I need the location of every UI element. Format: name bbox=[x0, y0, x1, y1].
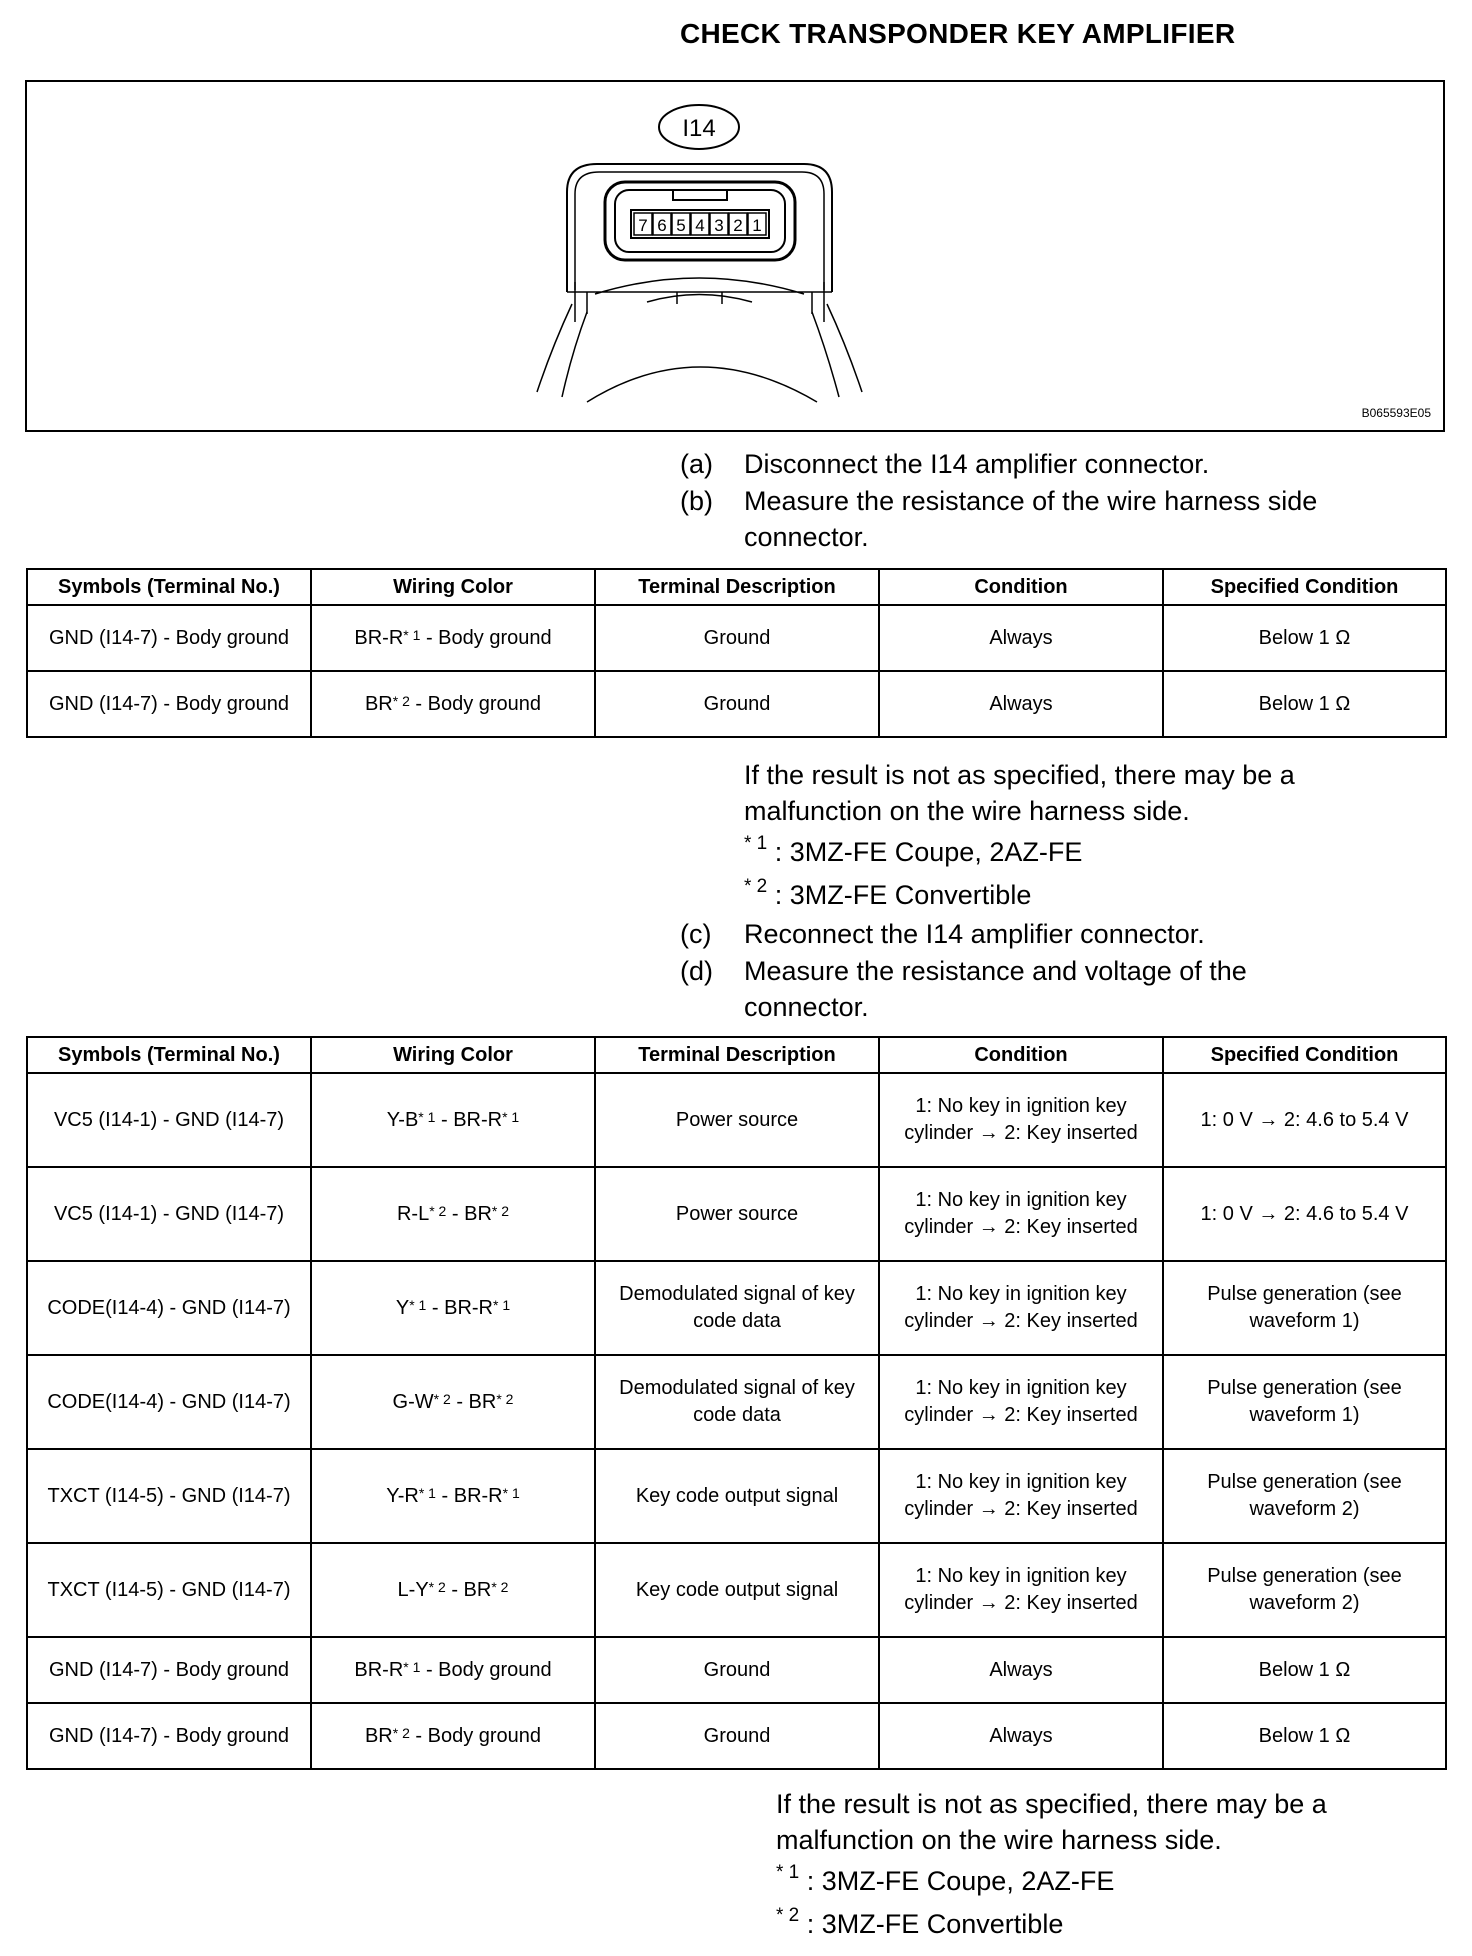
table-row bbox=[27, 1703, 1446, 1769]
condition-cell: 1: No key in ignition key cylinder → 2: Key inserted bbox=[879, 1167, 1163, 1261]
specified-cell: Below 1 Ω bbox=[1163, 671, 1446, 737]
pin-number: 3 bbox=[714, 216, 724, 235]
step-d bbox=[680, 953, 1420, 1025]
description-cell: Demodulated signal of key code data bbox=[595, 1355, 879, 1449]
connector-diagram bbox=[27, 82, 1443, 430]
figure-id: B065593E05 bbox=[1361, 406, 1431, 420]
wire-color: - Body ground bbox=[420, 1658, 552, 1681]
step-text-line1: Measure the resistance of the wire harness side bbox=[744, 486, 1318, 516]
footnote-mark: * 1 bbox=[744, 833, 768, 854]
specified-cell: 1: 0 V → 2: 4.6 to 5.4 V bbox=[1163, 1167, 1446, 1261]
pin-number: 6 bbox=[657, 216, 667, 235]
footnote-mark: * 2 bbox=[392, 692, 410, 709]
wire-color: - BR bbox=[445, 1578, 492, 1601]
wiring-color-cell bbox=[311, 1167, 595, 1261]
page-title: CHECK TRANSPONDER KEY AMPLIFIER bbox=[680, 18, 1236, 49]
cable-arc bbox=[587, 367, 817, 402]
footnote-text: : 3MZ-FE Convertible bbox=[806, 1909, 1064, 1939]
footnote-mark: * 1 bbox=[502, 1484, 520, 1501]
step-text-line2: connector. bbox=[744, 522, 869, 552]
footnote-mark: * 2 bbox=[496, 1390, 514, 1407]
step-text: Disconnect the I14 amplifier connector. bbox=[744, 449, 1210, 479]
wire-color: - Body ground bbox=[420, 626, 552, 649]
description-cell: Key code output signal bbox=[595, 1543, 879, 1637]
note-line: malfunction on the wire harness side. bbox=[776, 1825, 1222, 1855]
footnote-mark: * 1 bbox=[403, 1658, 421, 1675]
footnote-mark: * 2 bbox=[428, 1578, 446, 1595]
condition-cell: 1: No key in ignition key cylinder → 2: Key inserted bbox=[879, 1261, 1163, 1355]
footnote-1 bbox=[744, 833, 1083, 868]
table-row bbox=[27, 1543, 1446, 1637]
footnote-mark: * 1 bbox=[418, 1484, 436, 1501]
symbol-cell: GND (I14-7) - Body ground bbox=[27, 1637, 311, 1703]
specified-cell: Below 1 Ω bbox=[1163, 1703, 1446, 1769]
footnote-text: : 3MZ-FE Coupe, 2AZ-FE bbox=[774, 837, 1083, 867]
table-row bbox=[27, 1073, 1446, 1167]
wiring-color-cell bbox=[311, 671, 595, 737]
column-header: Terminal Description bbox=[595, 1037, 879, 1073]
column-header: Condition bbox=[879, 569, 1163, 605]
wiring-color-cell bbox=[311, 1261, 595, 1355]
wiring-color-cell bbox=[311, 1543, 595, 1637]
symbol-cell: CODE(I14-4) - GND (I14-7) bbox=[27, 1261, 311, 1355]
wire-color: - BR-R bbox=[435, 1108, 503, 1131]
note-line: If the result is not as specified, there may be a bbox=[776, 1789, 1327, 1819]
wire-color: Y bbox=[395, 1296, 410, 1319]
step-label: (c) bbox=[680, 919, 712, 949]
pin-number: 4 bbox=[695, 216, 705, 235]
step-c bbox=[680, 916, 1420, 952]
wiring-color-cell bbox=[311, 1703, 595, 1769]
symbol-cell: TXCT (I14-5) - GND (I14-7) bbox=[27, 1543, 311, 1637]
step-label: (b) bbox=[680, 486, 713, 516]
footnote-mark: * 1 bbox=[418, 1108, 436, 1125]
table-row bbox=[27, 605, 1446, 671]
column-header: Condition bbox=[879, 1037, 1163, 1073]
wiring-color-cell bbox=[311, 1355, 595, 1449]
table-row bbox=[27, 1449, 1446, 1543]
description-cell: Power source bbox=[595, 1167, 879, 1261]
specified-cell: Below 1 Ω bbox=[1163, 1637, 1446, 1703]
step-a bbox=[680, 446, 1420, 482]
spec-table-1 bbox=[26, 568, 1447, 738]
column-header: Terminal Description bbox=[595, 569, 879, 605]
description-cell: Power source bbox=[595, 1073, 879, 1167]
connector-label: I14 bbox=[682, 115, 716, 142]
table-row bbox=[27, 1167, 1446, 1261]
footnote-mark: * 2 bbox=[429, 1202, 447, 1219]
connector-flange bbox=[567, 278, 832, 322]
pin-number: 2 bbox=[733, 216, 743, 235]
condition-cell: 1: No key in ignition key cylinder → 2: Key inserted bbox=[879, 1449, 1163, 1543]
pin-number: 1 bbox=[752, 216, 762, 235]
specified-cell: Pulse generation (see waveform 2) bbox=[1163, 1543, 1446, 1637]
step-text-line1: Measure the resistance and voltage of the bbox=[744, 956, 1247, 986]
table-row bbox=[27, 1261, 1446, 1355]
symbol-cell: VC5 (I14-1) - GND (I14-7) bbox=[27, 1073, 311, 1167]
spec-table-2 bbox=[26, 1036, 1447, 1770]
step-label: (a) bbox=[680, 449, 713, 479]
wiring-color-cell bbox=[311, 1073, 595, 1167]
condition-cell: 1: No key in ignition key cylinder → 2: Key inserted bbox=[879, 1355, 1163, 1449]
symbol-cell: GND (I14-7) - Body ground bbox=[27, 605, 311, 671]
description-cell: Demodulated signal of key code data bbox=[595, 1261, 879, 1355]
pin-number: 7 bbox=[638, 216, 648, 235]
footnote-mark: * 2 bbox=[491, 1202, 510, 1219]
wire-color: Y-B bbox=[386, 1108, 419, 1131]
wire-color: R-L bbox=[396, 1202, 430, 1225]
footnote-1 bbox=[776, 1862, 1115, 1897]
specified-cell: Pulse generation (see waveform 1) bbox=[1163, 1355, 1446, 1449]
cable-outline bbox=[812, 312, 839, 397]
footnote-text: : 3MZ-FE Coupe, 2AZ-FE bbox=[806, 1866, 1115, 1896]
description-cell: Key code output signal bbox=[595, 1449, 879, 1543]
step-text: Reconnect the I14 amplifier connector. bbox=[744, 919, 1205, 949]
cable-outline bbox=[827, 304, 862, 392]
footnote-2 bbox=[776, 1905, 1064, 1940]
wiring-color-cell bbox=[311, 1637, 595, 1703]
note-line: malfunction on the wire harness side. bbox=[744, 796, 1190, 826]
footnote-mark: * 2 bbox=[744, 876, 768, 897]
specified-cell: 1: 0 V → 2: 4.6 to 5.4 V bbox=[1163, 1073, 1446, 1167]
table-row bbox=[27, 1355, 1446, 1449]
specified-cell: Pulse generation (see waveform 2) bbox=[1163, 1449, 1446, 1543]
wiring-color-cell bbox=[311, 605, 595, 671]
footnote-mark: * 2 bbox=[433, 1390, 451, 1407]
wire-color: - Body ground bbox=[409, 692, 542, 715]
wire-color: - BR bbox=[446, 1202, 492, 1225]
table-row bbox=[27, 1637, 1446, 1703]
wiring-color-cell bbox=[311, 1449, 595, 1543]
table-header-row bbox=[27, 1037, 1446, 1073]
wire-color: - BR-R bbox=[435, 1484, 503, 1507]
wire-color: BR bbox=[364, 692, 393, 715]
footnote-mark: * 1 bbox=[502, 1108, 520, 1125]
footnote-2 bbox=[744, 876, 1032, 911]
wire-color: BR bbox=[364, 1724, 393, 1747]
step-label: (d) bbox=[680, 956, 713, 986]
wire-color: Y-R bbox=[386, 1484, 419, 1507]
condition-cell: Always bbox=[879, 1703, 1163, 1769]
symbol-cell: GND (I14-7) - Body ground bbox=[27, 1703, 311, 1769]
note-line: If the result is not as specified, there may be a bbox=[744, 760, 1295, 790]
wire-color: L-Y bbox=[397, 1578, 429, 1601]
table-header-row bbox=[27, 569, 1446, 605]
specified-cell: Below 1 Ω bbox=[1163, 605, 1446, 671]
footnote-mark: * 1 bbox=[403, 626, 421, 643]
description-cell: Ground bbox=[595, 1703, 879, 1769]
condition-cell: Always bbox=[879, 605, 1163, 671]
footnote-mark: * 2 bbox=[776, 1905, 800, 1926]
column-header: Symbols (Terminal No.) bbox=[27, 569, 311, 605]
wire-color: - BR bbox=[450, 1390, 497, 1413]
result-note-1 bbox=[744, 757, 1295, 829]
step-b bbox=[680, 483, 1420, 555]
footnote-mark: * 2 bbox=[392, 1724, 410, 1741]
description-cell: Ground bbox=[595, 671, 879, 737]
symbol-cell: GND (I14-7) - Body ground bbox=[27, 671, 311, 737]
footnote-mark: * 1 bbox=[409, 1296, 427, 1313]
result-note-2 bbox=[776, 1786, 1327, 1858]
condition-cell: Always bbox=[879, 1637, 1163, 1703]
description-cell: Ground bbox=[595, 1637, 879, 1703]
wire-color: - Body ground bbox=[409, 1724, 542, 1747]
symbol-cell: CODE(I14-4) - GND (I14-7) bbox=[27, 1355, 311, 1449]
wire-color: G-W bbox=[392, 1390, 434, 1413]
table-row bbox=[27, 671, 1446, 737]
symbol-cell: VC5 (I14-1) - GND (I14-7) bbox=[27, 1167, 311, 1261]
footnote-mark: * 1 bbox=[776, 1862, 800, 1883]
description-cell: Ground bbox=[595, 605, 879, 671]
column-header: Wiring Color bbox=[311, 569, 595, 605]
specified-cell: Pulse generation (see waveform 1) bbox=[1163, 1261, 1446, 1355]
column-header: Specified Condition bbox=[1163, 569, 1446, 605]
condition-cell: 1: No key in ignition key cylinder → 2: Key inserted bbox=[879, 1073, 1163, 1167]
wire-color: BR-R bbox=[354, 1658, 404, 1681]
column-header: Wiring Color bbox=[311, 1037, 595, 1073]
wire-color: BR-R bbox=[354, 626, 404, 649]
symbol-cell: TXCT (I14-5) - GND (I14-7) bbox=[27, 1449, 311, 1543]
footnote-text: : 3MZ-FE Convertible bbox=[774, 880, 1032, 910]
condition-cell: 1: No key in ignition key cylinder → 2: Key inserted bbox=[879, 1543, 1163, 1637]
connector-base bbox=[647, 292, 752, 304]
latch-tab bbox=[673, 190, 727, 200]
pin-number: 5 bbox=[676, 216, 686, 235]
wire-color: - BR-R bbox=[426, 1296, 493, 1319]
footnote-mark: * 2 bbox=[491, 1578, 509, 1595]
connector-figure bbox=[25, 80, 1445, 432]
step-text-line2: connector. bbox=[744, 992, 869, 1022]
column-header: Specified Condition bbox=[1163, 1037, 1446, 1073]
column-header: Symbols (Terminal No.) bbox=[27, 1037, 311, 1073]
footnote-mark: * 1 bbox=[493, 1296, 511, 1313]
condition-cell: Always bbox=[879, 671, 1163, 737]
cable-outline bbox=[562, 312, 587, 397]
